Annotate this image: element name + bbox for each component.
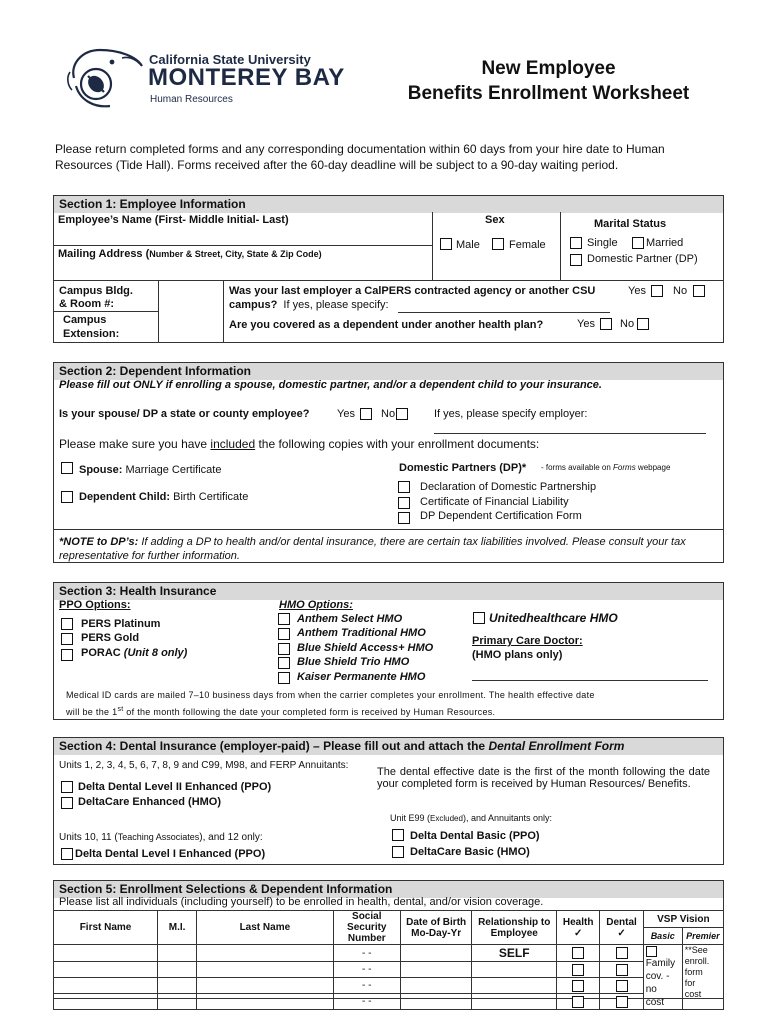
spouse-yes-checkbox[interactable] <box>360 408 372 420</box>
sex-label: Sex <box>485 214 505 226</box>
ssn-cell[interactable]: - - <box>333 945 400 962</box>
pers-gold-label: PERS Gold <box>81 632 140 644</box>
col-dob: Date of Birth Mo-Day-Yr <box>400 911 472 945</box>
health-checkbox[interactable] <box>572 996 584 1008</box>
col-last-name: Last Name <box>197 911 334 945</box>
female-label: Female <box>509 239 546 251</box>
calpers-no-label: No <box>673 285 688 297</box>
spouse-employee-question: Is your spouse/ DP a state or county employee? <box>59 408 310 420</box>
medical-id-note-line1: Medical ID cards are mailed 7–10 business days from when the carrier completes your enrollment. The health effective date <box>66 690 595 700</box>
anthem-select-checkbox[interactable] <box>278 613 290 625</box>
medical-id-note-line2: will be the 1st of the month following the date your completed form is received by Human Resources. <box>66 706 496 717</box>
blue-shield-trio-checkbox[interactable] <box>278 657 290 669</box>
health-checkbox[interactable] <box>572 947 584 959</box>
dependent-yes-label: Yes <box>577 318 595 330</box>
col-vsp-premier: Premier <box>682 928 723 945</box>
health-checkbox[interactable] <box>572 980 584 992</box>
dental-checkbox[interactable] <box>616 980 628 992</box>
domestic-partner-checkbox[interactable] <box>570 254 582 266</box>
dependent-yes-checkbox[interactable] <box>600 318 612 330</box>
pers-gold-checkbox[interactable] <box>61 633 73 645</box>
male-label: Male <box>456 239 480 251</box>
specify-employer-label: If yes, please specify employer: <box>434 408 588 420</box>
mailing-address-label: Mailing Address (Number & Street, City, State & Zip Code) <box>58 248 322 260</box>
female-checkbox[interactable] <box>492 238 504 250</box>
units-1-9-label: Units 1, 2, 3, 4, 5, 6, 7, 8, 9 and C99, M98, and FERP Annuitants: <box>59 760 349 771</box>
calpers-yes-label: Yes <box>628 285 646 297</box>
dp-certification-checkbox[interactable] <box>398 512 410 524</box>
dp-heading: Domestic Partners (DP)* <box>399 462 527 474</box>
delta-basic-checkbox[interactable] <box>392 829 404 841</box>
dp-certification-label: DP Dependent Certification Form <box>420 510 582 522</box>
primary-care-doctor-note: (HMO plans only) <box>472 649 563 661</box>
col-mi: M.I. <box>158 911 197 945</box>
dependent-no-checkbox[interactable] <box>637 318 649 330</box>
delta-level1-label: Delta Dental Level I Enhanced (PPO) <box>75 848 266 860</box>
spouse-no-checkbox[interactable] <box>396 408 408 420</box>
spouse-cert-label: Spouse: Marriage Certificate <box>79 464 222 476</box>
section-2-title: Section 2: Dependent Information <box>54 363 723 380</box>
table-row <box>54 945 724 962</box>
married-checkbox[interactable] <box>632 237 644 249</box>
dental-effective-note: The dental effective date is the first of the month following the date your completed form is received by Human Resources/ Benefits. <box>377 766 710 790</box>
col-dental: Dental ✓ <box>600 911 643 945</box>
see-enrollment-note: **See enroll. form for cost <box>682 945 723 1010</box>
make-sure-text: Please make sure you have included the following copies with your enrollment documents: <box>59 437 540 451</box>
dp-tax-note: *NOTE to DP’s: If adding a DP to health and/or dental insurance, there are certain tax liabilities involved. Please consult your tax representative for further information. <box>59 536 686 562</box>
porac-label: PORAC (Unit 8 only) <box>81 647 188 659</box>
vsp-basic-checkbox[interactable] <box>646 946 657 957</box>
health-checkbox[interactable] <box>572 964 584 976</box>
units-10-12-label: Units 10, 11 (Teaching Associates), and 12 only: <box>59 832 263 843</box>
anthem-select-label: Anthem Select HMO <box>297 613 403 625</box>
section-5-title: Section 5: Enrollment Selections & Dependent Information <box>54 881 723 898</box>
calpers-question: Was your last employer a CalPERS contracted agency or another CSU <box>229 285 596 297</box>
col-health: Health ✓ <box>556 911 599 945</box>
kaiser-checkbox[interactable] <box>278 672 290 684</box>
dependent-no-label: No <box>620 318 635 330</box>
dp-liability-checkbox[interactable] <box>398 497 410 509</box>
section-1-title: Section 1: Employee Information <box>54 196 723 213</box>
dental-checkbox[interactable] <box>616 947 628 959</box>
porac-checkbox[interactable] <box>61 649 73 661</box>
blue-shield-trio-label: Blue Shield Trio HMO <box>297 656 410 668</box>
table-row <box>54 978 724 994</box>
dp-declaration-label: Declaration of Domestic Partnership <box>420 481 597 493</box>
title-line1: New Employee <box>481 58 616 79</box>
hmo-heading: HMO Options: <box>279 599 353 611</box>
deltacare-enhanced-label: DeltaCare Enhanced (HMO) <box>78 796 222 808</box>
unit-e99-label: Unit E99 (Excluded), and Annuitants only: <box>390 813 553 823</box>
logo-campus: MONTEREY BAY <box>148 64 345 91</box>
deltacare-basic-checkbox[interactable] <box>392 846 404 858</box>
married-label: Married <box>646 237 684 249</box>
dependent-question: Are you covered as a dependent under another health plan? <box>229 319 544 331</box>
logo-university: California State University <box>149 52 311 67</box>
col-ssn: Social Security Number <box>333 911 400 945</box>
employee-name-label: Employee’s Name (First- Middle Initial- Last) <box>58 214 289 226</box>
intro-text: Please return completed forms and any corresponding documentation within 60 days from your hire date to Human Resources (Tide Hall). Forms received after the 60-day deadline will be subject to a 90-day waiting period. <box>55 142 665 172</box>
campus-specify: campus? If yes, please specify: <box>229 299 389 311</box>
blue-shield-access-checkbox[interactable] <box>278 643 290 655</box>
deltacare-enhanced-checkbox[interactable] <box>61 797 73 809</box>
kaiser-label: Kaiser Permanente HMO <box>297 671 426 683</box>
primary-care-doctor-label: Primary Care Doctor: <box>472 635 583 647</box>
col-vsp-basic: Basic <box>643 928 682 945</box>
logo-department: Human Resources <box>150 94 233 105</box>
title-line2: Benefits Enrollment Worksheet <box>407 83 690 104</box>
col-relationship: Relationship to Employee <box>472 911 557 945</box>
child-cert-label: Dependent Child: Birth Certificate <box>79 491 249 503</box>
male-checkbox[interactable] <box>440 238 452 250</box>
section-2-subtitle: Please fill out ONLY if enrolling a spouse, domestic partner, and/or a dependent child to your insurance. <box>59 379 602 391</box>
delta-level2-label: Delta Dental Level II Enhanced (PPO) <box>78 781 272 793</box>
delta-level1-checkbox[interactable] <box>61 848 73 860</box>
single-label: Single <box>587 237 618 249</box>
spouse-yes-label: Yes <box>337 408 355 420</box>
dp-forms-note: - forms available on Forms webpage <box>541 463 671 472</box>
campus-bldg-label: Campus Bldg. & Room #: <box>59 285 133 310</box>
family-coverage-note: Family cov. - no cost <box>643 945 682 1010</box>
anthem-traditional-checkbox[interactable] <box>278 628 290 640</box>
delta-level2-checkbox[interactable] <box>61 781 73 793</box>
spouse-no-label: No <box>381 408 396 420</box>
col-vsp: VSP Vision <box>643 911 723 928</box>
unitedhealthcare-label: Unitedhealthcare HMO <box>489 611 618 625</box>
csumb-otter-logo <box>66 42 148 114</box>
campus-extension-label: Campus Extension: <box>63 314 120 340</box>
section-3-title: Section 3: Health Insurance <box>54 583 723 600</box>
calpers-no-checkbox[interactable] <box>693 285 705 297</box>
table-row <box>54 994 724 1010</box>
domestic-partner-label: Domestic Partner (DP) <box>587 253 698 265</box>
self-cell: SELF <box>472 945 557 962</box>
ssn-cell[interactable]: - - <box>333 994 400 1010</box>
ppo-heading: PPO Options: <box>59 599 131 611</box>
col-first-name: First Name <box>54 911 158 945</box>
section-5-subtitle: Please list all individuals (including yourself) to be enrolled in health, dental, and/or vision coverage. <box>59 896 544 908</box>
unitedhealthcare-checkbox[interactable] <box>473 612 485 624</box>
enrollment-table <box>53 910 724 1010</box>
anthem-traditional-label: Anthem Traditional HMO <box>297 627 426 639</box>
pers-platinum-checkbox[interactable] <box>61 618 73 630</box>
delta-basic-label: Delta Dental Basic (PPO) <box>410 830 540 842</box>
ssn-cell[interactable]: - - <box>333 978 400 994</box>
dental-checkbox[interactable] <box>616 964 628 976</box>
pers-platinum-label: PERS Platinum <box>81 618 161 630</box>
table-row <box>54 962 724 978</box>
calpers-yes-checkbox[interactable] <box>651 285 663 297</box>
single-checkbox[interactable] <box>570 237 582 249</box>
blue-shield-access-label: Blue Shield Access+ HMO <box>297 642 434 654</box>
dp-liability-label: Certificate of Financial Liability <box>420 496 569 508</box>
ssn-cell[interactable]: - - <box>333 962 400 978</box>
deltacare-basic-label: DeltaCare Basic (HMO) <box>410 846 530 858</box>
dental-checkbox[interactable] <box>616 996 628 1008</box>
section-4-title: Section 4: Dental Insurance (employer-paid) – Please fill out and attach the Dental Enrollment Form <box>54 738 723 755</box>
marital-status-label: Marital Status <box>594 218 667 230</box>
dp-declaration-checkbox[interactable] <box>398 481 410 493</box>
child-cert-checkbox[interactable] <box>61 491 73 503</box>
spouse-cert-checkbox[interactable] <box>61 462 73 474</box>
